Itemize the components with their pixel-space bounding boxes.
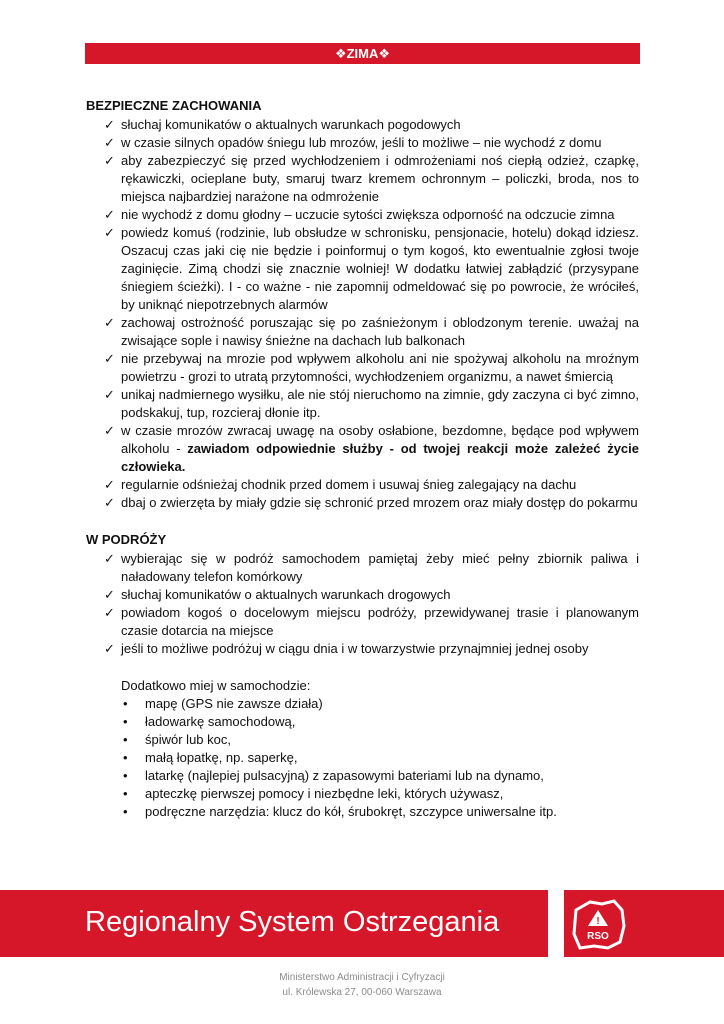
list-item bbox=[86, 785, 639, 803]
checkmark-icon: ✓ bbox=[104, 551, 115, 566]
bullet-icon: • bbox=[123, 804, 128, 819]
list-item bbox=[86, 422, 639, 476]
list-item-text: mapę (GPS nie zawsze działa) bbox=[145, 696, 323, 711]
list-item bbox=[86, 604, 639, 640]
list-item-text: podręczne narzędzia: klucz do kół, śrubokręt, szczypce uniwersalne itp. bbox=[145, 804, 557, 819]
list-item bbox=[86, 314, 639, 350]
ministry-info bbox=[0, 970, 724, 1000]
list-item-text: w czasie mrozów zwracaj uwagę na osoby osłabione, bezdomne, będące pod wpływem alkoholu - bbox=[121, 423, 639, 456]
bullet-icon: • bbox=[123, 750, 128, 765]
list-item bbox=[86, 550, 639, 586]
checkmark-icon: ✓ bbox=[104, 117, 115, 132]
page-title: ❖ZIMA❖ bbox=[334, 46, 391, 61]
checkmark-icon: ✓ bbox=[104, 641, 115, 656]
list-item-text: ładowarkę samochodową, bbox=[145, 714, 296, 729]
logo-text: RSO bbox=[587, 931, 609, 942]
bullet-icon: • bbox=[123, 768, 128, 783]
list-item bbox=[86, 476, 639, 494]
checkmark-icon: ✓ bbox=[104, 495, 115, 510]
ministry-address: ul. Królewska 27, 00-060 Warszawa bbox=[282, 987, 442, 998]
section-title-safe-behaviour: BEZPIECZNE ZACHOWANIA bbox=[86, 98, 262, 113]
page-title-bar bbox=[85, 43, 640, 64]
list-item-emphasis: zawiadom odpowiednie służby - od twojej reakcji może zależeć życie człowieka. bbox=[121, 441, 640, 474]
list-item-text: apteczkę pierwszej pomocy i niezbędne leki, których używasz, bbox=[145, 786, 504, 801]
list-item-text: powiedz komuś (rodzinie, lub obsłudze w schronisku, pensjonacie, hotelu) dokąd idziesz. Oszacuj czas jaki cię nie będzie i poinformuj o tym kogoś, kto ewentualnie zgłosi twoje zaginięcie. Zimą chodzi się znacznie wolniej! W dodatku łatwiej zabłądzić (przysypane śniegiem ścieżki). I - co ważne - nie zapomnij odmeldować się po powrocie, że wróciłeś, by uniknąć niepotrzebnych alarmów bbox=[121, 225, 639, 312]
checkmark-icon: ✓ bbox=[104, 135, 115, 150]
list-item bbox=[86, 350, 639, 386]
bullet-icon: • bbox=[123, 786, 128, 801]
list-item-text: powiadom kogoś o docelowym miejscu podróży, przewidywanej trasie i planowanym czasie dotarcia na miejsce bbox=[121, 605, 639, 638]
list-item bbox=[86, 386, 639, 422]
list-item-text: w czasie silnych opadów śniegu lub mrozów, jeśli to możliwe – nie wychodź z domu bbox=[121, 135, 602, 150]
list-item-text: dbaj o zwierzęta by miały gdzie się schronić przed mrozem oraz miały dostęp do pokarmu bbox=[121, 495, 638, 510]
safe-behaviour-list bbox=[86, 116, 639, 512]
list-item bbox=[86, 731, 639, 749]
list-item-text: małą łopatkę, np. saperkę, bbox=[145, 750, 298, 765]
document-body bbox=[86, 97, 639, 821]
list-item bbox=[86, 767, 639, 785]
checkmark-icon: ✓ bbox=[104, 477, 115, 492]
list-item bbox=[86, 695, 639, 713]
ministry-name: Ministerstwo Administracji i Cyfryzacji bbox=[279, 972, 445, 983]
list-item bbox=[86, 803, 639, 821]
list-item bbox=[86, 152, 639, 206]
list-item bbox=[86, 494, 639, 512]
list-item bbox=[86, 713, 639, 731]
list-item-text: śpiwór lub koc, bbox=[145, 732, 231, 747]
footer-system-name: Regionalny System Ostrzegania bbox=[85, 906, 500, 938]
travel-list bbox=[86, 550, 639, 658]
list-item-text: nie wychodź z domu głodny – uczucie sytości zwiększa odporność na odczucie zimna bbox=[121, 207, 615, 222]
list-item-text: nie przebywaj na mrozie pod wpływem alkoholu ani nie spożywaj alkoholu na mroźnym powietrzu - grozi to utratą przytomności, wychłodzeniem organizmu, a nawet śmiercią bbox=[121, 351, 639, 384]
car-kit-list bbox=[86, 695, 639, 821]
checkmark-icon: ✓ bbox=[104, 225, 115, 240]
checkmark-icon: ✓ bbox=[104, 207, 115, 222]
list-item-text: regularnie odśnieżaj chodnik przed domem i usuwaj śnieg zalegający na dachu bbox=[121, 477, 577, 492]
list-item-text: aby zabezpieczyć się przed wychłodzeniem i odmrożeniami noś ciepłą odzież, czapkę, rękawiczki, ocieplane buty, smaruj twarz kremem ochronnym – policzki, broda, nos to miejsca najbardziej narażone na odmrożenie bbox=[121, 153, 639, 204]
list-item-text: słuchaj komunikatów o aktualnych warunkach drogowych bbox=[121, 587, 451, 602]
section-title-travel: W PODRÓŻY bbox=[86, 532, 167, 547]
checkmark-icon: ✓ bbox=[104, 351, 115, 366]
list-item bbox=[86, 224, 639, 314]
list-item bbox=[86, 749, 639, 767]
list-item bbox=[86, 134, 639, 152]
list-item-text: jeśli to możliwe podróżuj w ciągu dnia i w towarzystwie przynajmniej jednej osoby bbox=[121, 641, 589, 656]
list-item-text: słuchaj komunikatów o aktualnych warunkach pogodowych bbox=[121, 117, 461, 132]
list-item bbox=[86, 206, 639, 224]
rso-logo bbox=[568, 896, 628, 952]
list-item bbox=[86, 116, 639, 134]
list-item-text: latarkę (najlepiej pulsacyjną) z zapasowymi bateriami lub na dynamo, bbox=[145, 768, 544, 783]
list-item bbox=[86, 586, 639, 604]
bullet-icon: • bbox=[123, 714, 128, 729]
list-item-text: wybierając się w podróż samochodem pamiętaj żeby mieć pełny zbiornik paliwa i naładowany telefon komórkowy bbox=[121, 551, 639, 584]
list-item-text: unikaj nadmiernego wysiłku, ale nie stój nieruchomo na zimnie, gdy zaczyna ci być zimno, podskakuj, tup, rozcieraj dłonie itp. bbox=[121, 387, 639, 420]
list-item bbox=[86, 640, 639, 658]
list-item-text: zachowaj ostrożność poruszając się po zaśnieżonym i oblodzonym terenie. uważaj na zwisające sople i nawisy śnieżne na dachach lub balkonach bbox=[121, 315, 639, 348]
checkmark-icon: ✓ bbox=[104, 387, 115, 402]
checkmark-icon: ✓ bbox=[104, 423, 115, 438]
checkmark-icon: ✓ bbox=[104, 315, 115, 330]
car-kit-intro: Dodatkowo miej w samochodzie: bbox=[121, 678, 311, 693]
bullet-icon: • bbox=[123, 696, 128, 711]
bullet-icon: • bbox=[123, 732, 128, 747]
logo-exclamation: ! bbox=[596, 916, 600, 927]
footer-separator bbox=[548, 890, 564, 957]
checkmark-icon: ✓ bbox=[104, 153, 115, 168]
checkmark-icon: ✓ bbox=[104, 587, 115, 602]
checkmark-icon: ✓ bbox=[104, 605, 115, 620]
